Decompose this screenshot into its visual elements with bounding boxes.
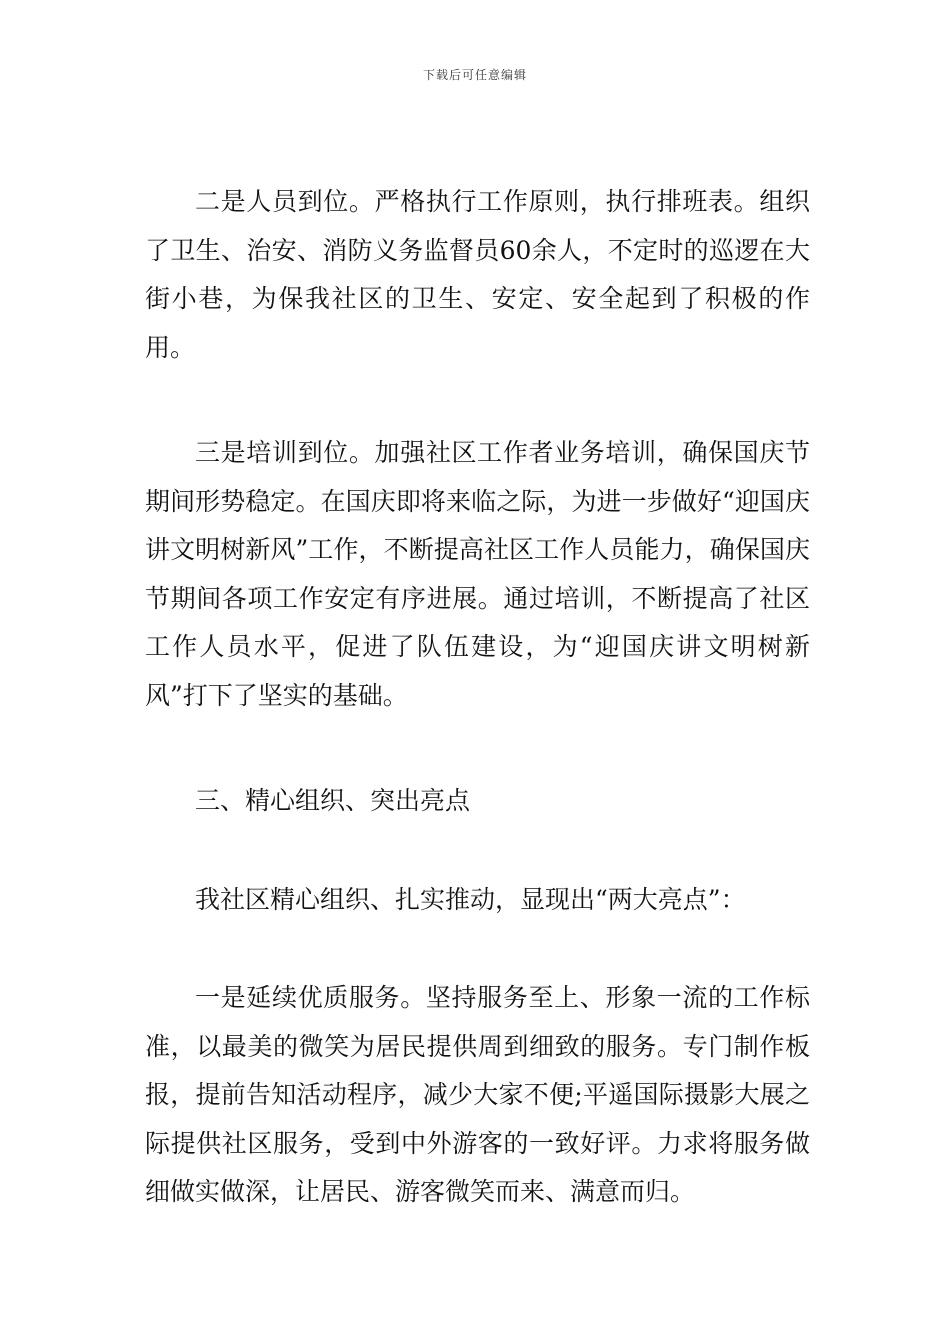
paragraph-training: 三是培训到位。加强社区工作者业务培训，确保国庆节期间形势稳定。在国庆即将来临之际，为进一步做好“迎国庆讲文明树新风”工作，不断提高社区工作人员能力，确保国庆节期间各项工作安定有序进展。通过培训，不断提高了社区工作人员水平，促进了队伍建设，为“迎国庆讲文明树新风”打下了坚实的基础。 bbox=[145, 438, 810, 710]
paragraph-staffing: 二是人员到位。严格执行工作原则，执行排班表。组织了卫生、治安、消防义务监督员60余人，不定时的巡逻在大街小巷，为保我社区的卫生、安定、安全起到了积极的作用。 bbox=[145, 187, 810, 362]
paragraph-highlights-intro: 我社区精心组织、扎实推动，显现出“两大亮点”： bbox=[195, 884, 746, 914]
paragraph-spacer bbox=[145, 826, 810, 876]
paragraph-spacer bbox=[145, 924, 810, 974]
paragraph-spacer bbox=[145, 372, 810, 429]
paragraph-quality-service: 一是延续优质服务。坚持服务至上、形象一流的工作标准，以最美的微笑为居民提供周到细致的服务。专门制作板报，提前告知活动程序，减少大家不便;平遥国际摄影大展之际提供社区服务，受到中外游客的一致好评。力求将服务做细做实做深，让居民、游客微笑而来、满意而归。 bbox=[145, 983, 810, 1206]
page-header-note: 下载后可任意编辑 bbox=[422, 68, 527, 82]
section-heading-highlights: 三、精心组织、突出亮点 bbox=[195, 786, 471, 815]
paragraph-spacer bbox=[145, 720, 810, 777]
document-body bbox=[145, 178, 810, 1217]
